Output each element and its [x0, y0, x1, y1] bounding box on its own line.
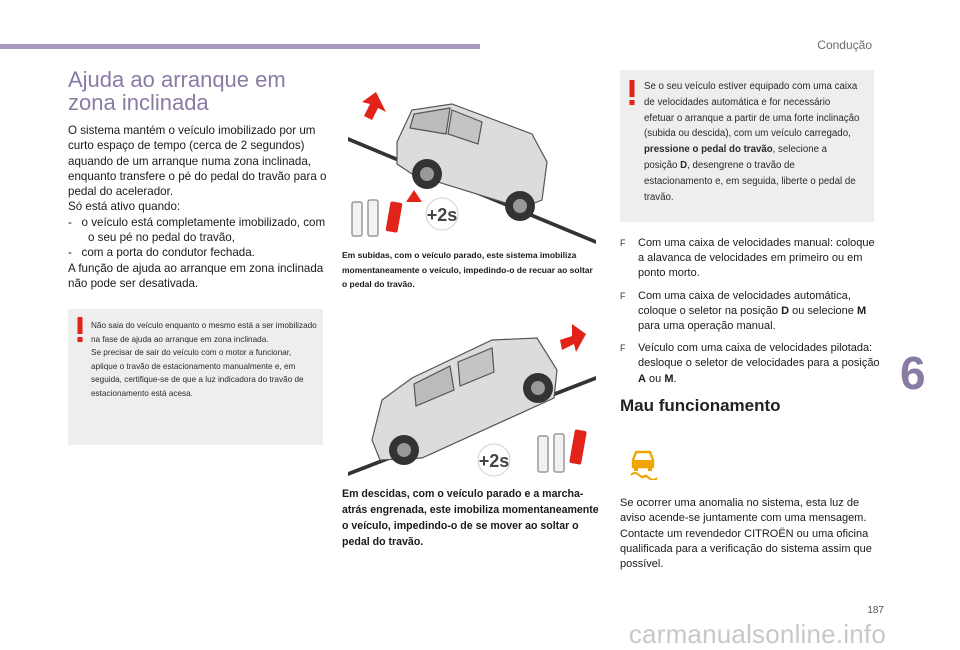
list-item-text: ou — [645, 372, 665, 385]
warning-left-p1: Não saia do veículo enquanto o mesmo está a ser imobilizado na fase de ajuda ao arranque em zona inclinada. — [91, 321, 317, 344]
intro-condition-lead: Só está ativo quando: — [68, 200, 181, 214]
title-line-2: zona inclinada — [68, 90, 209, 115]
intro-condition-item: - com a porta do condutor fechada. — [68, 246, 255, 260]
header-bar — [0, 44, 480, 49]
watermark: carmanualsonline.info — [628, 619, 886, 649]
list-item-text: ou selecione — [789, 304, 857, 317]
bullet-marker: F — [620, 238, 626, 248]
warning-exclamation-icon — [76, 317, 84, 343]
gear-position-m: M — [856, 304, 867, 317]
chapter-number: 6 — [900, 347, 926, 399]
warning-box-left — [68, 309, 323, 445]
malfunction-text: Se ocorrer uma anomalia no sistema, esta luz de aviso acende-se juntamente com uma mensagem. Contacte um revendedor CITROËN ou uma oficina qualificada para a verificação do sistema assim que possível. — [620, 497, 872, 571]
page-number: 187 — [867, 605, 884, 616]
gear-position-m: M — [664, 372, 674, 385]
warning-right-part: , desengrene o travão de estacionamento e, em seguida, liberte o pedal de travão. — [644, 159, 856, 203]
caption-uphill: Em subidas, com o veículo parado, este sistema imobiliza momentaneamente o veículo, impedindo-o de recuar ao soltar o pedal do travão. — [342, 250, 593, 289]
intro-paragraph: O sistema mantém o veículo imobilizado por um curto espaço de tempo (cerca de 2 segundos) aquando de um arranque numa zona inclinada, enquanto transfere o pé do pedal do travão para o pedal do acelerador. — [68, 124, 327, 199]
gear-position-a: A — [638, 372, 646, 385]
intro-condition-item: - o veículo está completamente imobilizado, com o seu pé no pedal do travão, — [68, 215, 326, 245]
title-line-1: Ajuda ao arranque em — [68, 67, 286, 92]
warning-right-part: Se o seu veículo estiver equipado com uma caixa de velocidades automática e for necessário efetuar o arranque a partir de uma forte inclinação (subida ou descida), com um veículo carregado, — [644, 81, 860, 140]
list-item-text: Com uma caixa de velocidades manual: coloque a alavanca de velocidades em primeiro ou em ponto morto. — [638, 237, 875, 280]
list-item-text: . — [673, 372, 677, 385]
svg-text:+2s: +2s — [426, 205, 458, 225]
skid-warning-light-icon — [626, 448, 660, 480]
list-item-text: Veículo com uma caixa de velocidades pilotada: desloque o seletor de velocidades para a posição — [638, 342, 880, 370]
warning-left-p2: Se precisar de sair do veículo com o motor a funcionar, aplique o travão de estacionamento manualmente e, em seguida, certifique-se de que a luz indicadora do travão de estacionamento está acesa. — [91, 348, 304, 398]
warning-exclamation-icon — [628, 80, 636, 106]
intro-text — [68, 123, 330, 291]
plus-2s-badge-downhill — [478, 444, 510, 476]
list-item-text: para uma operação manual. — [638, 320, 776, 333]
bullet-marker: F — [620, 290, 626, 301]
warning-left-text — [91, 319, 317, 400]
instruction-list — [620, 236, 882, 394]
section-name: Condução — [817, 38, 872, 52]
plus-2s-badge-uphill — [426, 198, 458, 230]
warning-right-emphasis: pressione o pedal do travão — [644, 144, 773, 156]
list-item — [620, 236, 882, 282]
list-item-text: Com uma caixa de velocidades automática, coloque o seletor na posição — [638, 289, 851, 317]
list-item — [620, 341, 882, 387]
bullet-marker: F — [620, 343, 626, 354]
warning-right-part: , selecione a posição — [644, 144, 828, 171]
gear-position-d: D — [781, 304, 790, 317]
uphill-van-illustration — [342, 82, 600, 244]
page-title — [68, 68, 338, 114]
downhill-van-illustration — [342, 310, 600, 480]
malfunction-title: Mau funcionamento — [620, 396, 781, 415]
intro-note: A função de ajuda ao arranque em zona inclinada não pode ser desativada. — [68, 261, 324, 290]
list-item — [620, 289, 882, 335]
warning-box-right — [620, 70, 874, 222]
caption-downhill: Em descidas, com o veículo parado e a marcha-atrás engrenada, este imobiliza momentaneamente o veículo, impedindo-o de se mover ao soltar o pedal do travão. — [342, 488, 599, 548]
svg-text:+2s: +2s — [478, 451, 510, 471]
gear-position-d: D — [680, 159, 688, 171]
warning-right-text — [644, 79, 862, 205]
